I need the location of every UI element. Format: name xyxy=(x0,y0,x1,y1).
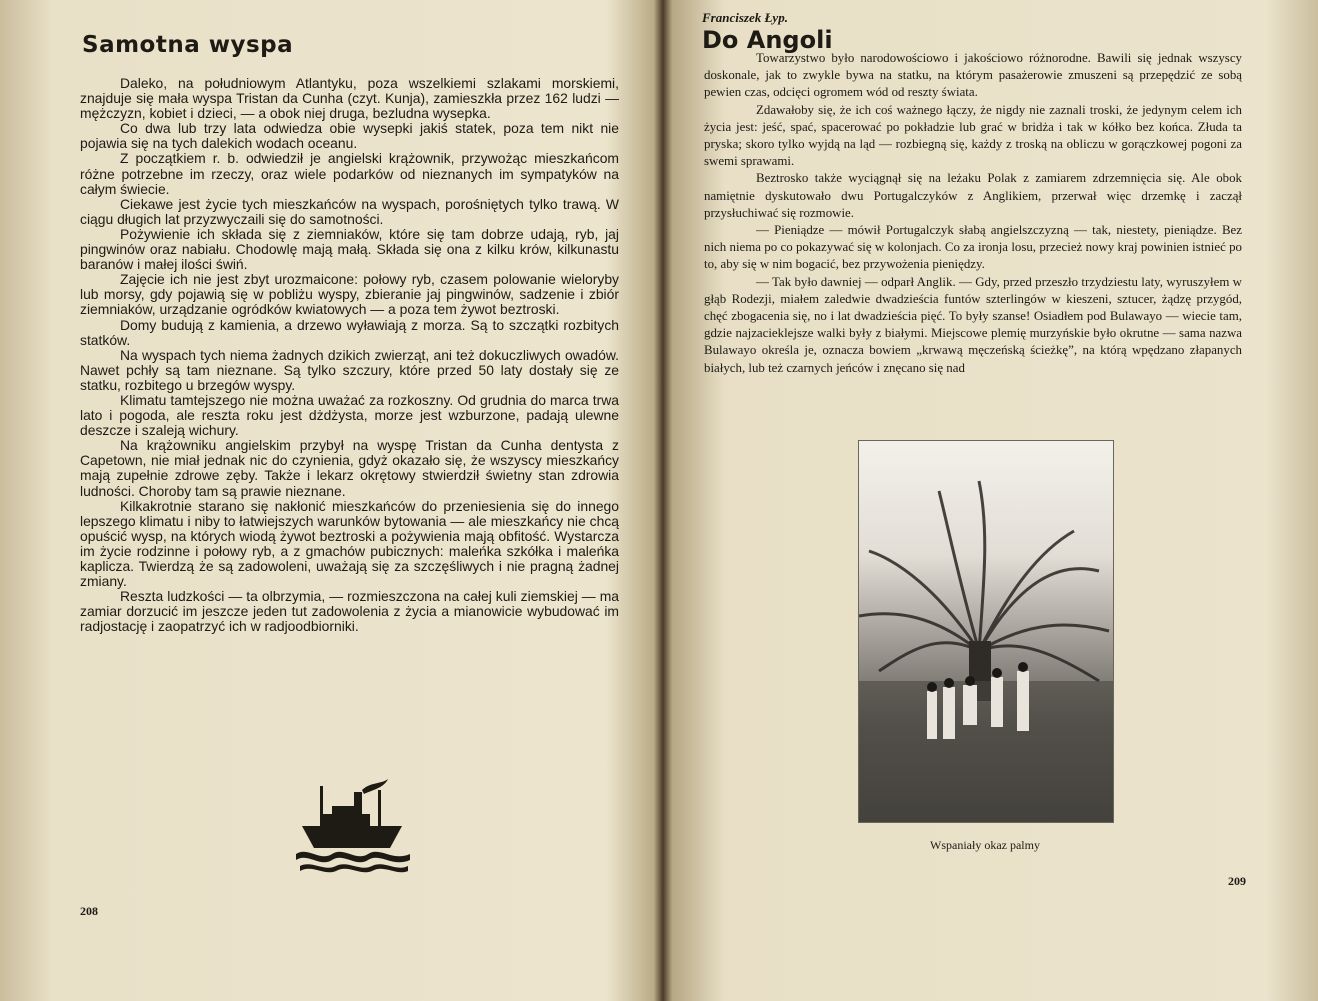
paragraph: Na wyspach tych niema żadnych dzikich zwierząt, ani też dokuczliwych owadów. Nawet pchły są tam nieznane. Są tylko szczury, które przed 50 laty dostały się ze statku, rozbitego u brzegów wyspy. xyxy=(80,346,619,393)
paragraph: Klimatu tamtejszego nie można uważać za rozkoszny. Od grudnia do marca trwa lato i pogoda, ale reszta roku jest dżdżysta, morze jest wzburzone, padają ulewne deszcze i szaleją wichury. xyxy=(80,391,619,439)
paragraph: Ciekawe jest życie tych mieszkańców na wyspach, porośniętych tylko trawą. W ciągu długich lat przyzwyczaili się do samotności. xyxy=(80,195,619,227)
article-body-left xyxy=(80,76,619,634)
paragraph: Towarzystwo było narodowościowo i jakościowo różnorodne. Bawili się jednak wszyscy doskonale, jak to zwykle bywa na statku, na którym pasażerowie zmuszeni są przepędzić ze sobą pewien czas, odcięci ogromem wód od reszty świata. xyxy=(704,51,1242,100)
steamship-illustration xyxy=(292,776,414,876)
paragraph: Co dwa lub trzy lata odwiedza obie wysepki jakiś statek, poza tem nikt nie pojawia się na tych dalekich wodach oceanu. xyxy=(80,120,619,152)
photo-caption: Wspaniały okaz palmy xyxy=(930,838,1040,852)
author-name: Franciszek Łyp. xyxy=(702,10,788,25)
paragraph: Beztrosko także wyciągnął się na leżaku Polak z zamiarem zdrzemnięcia się. Ale obok namiętnie dyskutowało dwu Portugalczyków z Anglikiem, przerwał więc drzemkę i zaczął przysłuchiwać się rozmowie. xyxy=(704,171,1242,220)
paragraph: — Pieniądze — mówił Portugalczyk słabą angielszczyzną — tak, niestety, pieniądze. Bez nich niema po co pokazywać się w kolonjach. Co za ironja losu, przecież nowy kraj powinien istnieć po to, aby się w nim bogacić, bez przywożenia pieniędzy. xyxy=(704,223,1242,272)
article-title-do-angoli: Do Angoli xyxy=(702,26,833,54)
palm-tree-scene xyxy=(859,441,1113,822)
paragraph: — Tak było dawniej — odparł Anglik. — Gdy, przed przeszło trzydziestu laty, wyruszyłem w głąb Rodezji, miałem zaledwie dwadzieścia funtów szterlingów w kieszeni, sztucer, żądzę przygód, chęć zbogacenia się, no i lat dwadzieścia pięć. To były szanse! Osiadłem pod Bulawayo — wiecie tam, gdzie najzacieklejsze walki były z białymi. Miejscowe plemię murzyńskie było okrutne — sama nazwa Bulawayo określa je, oznacza bowiem „krwawą męczeńską ścieżkę”, na którą wpędzano złapanych białych, lub też czarnych jeńców i znęcano się nad xyxy=(704,274,1242,375)
article-title-samotna-wyspa: Samotna wyspa xyxy=(82,32,294,58)
paragraph: Domy budują z kamienia, a drzewo wyławiają z morza. Są to szczątki rozbitych statków. xyxy=(80,316,619,348)
page-number-right: 209 xyxy=(1228,874,1246,888)
paragraph: Z początkiem r. b. odwiedził je angielski krążownik, przywożąc mieszkańcom różne potrzebne im rzeczy, oraz wiele podarków od nieznanych im sympatyków na całym świecie. xyxy=(80,150,619,197)
paragraph: Zdawałoby się, że ich coś ważnego łączy, że nigdy nie zaznali troski, że jedynym celem ich życia jest: jeść, spać, spacerować po pokładzie lub grać w bridża i tak w kółko bez końca. Złuda ta pryska; skoro tylko wyjdą na ląd — rozbiegną się, każdy z troską na obliczu w gorączkowej pogoni za swemi sprawami. xyxy=(704,102,1242,169)
paragraph: Kilkakrotnie starano się nakłonić mieszkańców do przeniesienia się do innego lepszego klimatu i niby to łatwiejszych warunków bytowania — ale mieszkańcy nie chcą opuścić wysp, na których wiodą żywot beztroski a pożywienia mają obfitość. Wystarcza im życie rodzinne i połowy ryb, a z gmachów pubicznych: maleńka szkółka i maleńka kaplicza. Twierdzą że są zadowoleni, uważają się za szczęśliwych i nie pragną żadnej zmiany. xyxy=(80,497,619,590)
paragraph: Pożywienie ich składa się z ziemniaków, które się tam dobrze udają, ryb, jaj pingwinów oraz nabiału. Chodowlę mają małą. Składa się ona z kilku krów, kilkunastu baranów i małej ilości świń. xyxy=(80,225,619,273)
paragraph: Na krążowniku angielskim przybył na wyspę Tristan da Cunha dentysta z Capetown, nie miał jednak nic do czynienia, gdyż okazało się, że wszyscy mieszkańcy mają zupełnie zdrowe zęby. Także i lekarz okrętowy stwierdził świetny stan zdrowia ludności. Choroby tam są prawie nieznane. xyxy=(80,437,619,499)
palm-tree-photograph xyxy=(858,440,1114,823)
right-page xyxy=(662,0,1318,1001)
article-body-right xyxy=(704,50,1242,377)
page-number-left: 208 xyxy=(80,904,98,918)
paragraph: Reszta ludzkości — ta olbrzymia, — rozmieszczona na całej kuli ziemskiej — ma zamiar dorzucić im jeszcze jeden tut zadowolenia z życia a mianowicie wybudować im radjostację i zaopatrzyć ich w radjoodbiorniki. xyxy=(80,588,619,635)
paragraph: Zajęcie ich nie jest zbyt urozmaicone: połowy ryb, czasem polowanie wieloryby lub morsy, gdy pojawią się w pobliżu wyspy, zbieranie jaj pingwinów, sadzenie i zbiór ziemniaków, urządzanie ogródków kwiatowych — a poza tem żywot beztroski. xyxy=(80,271,619,318)
paragraph: Daleko, na południowym Atlantyku, poza wszelkiemi szlakami morskiemi, znajduje się mała wyspa Tristan da Cunha (czyt. Kunja), zamieszkła przez 162 ludzi — mężczyzn, kobiet i dzieci, — a obok niej druga, bezludna wysepka. xyxy=(80,75,619,122)
